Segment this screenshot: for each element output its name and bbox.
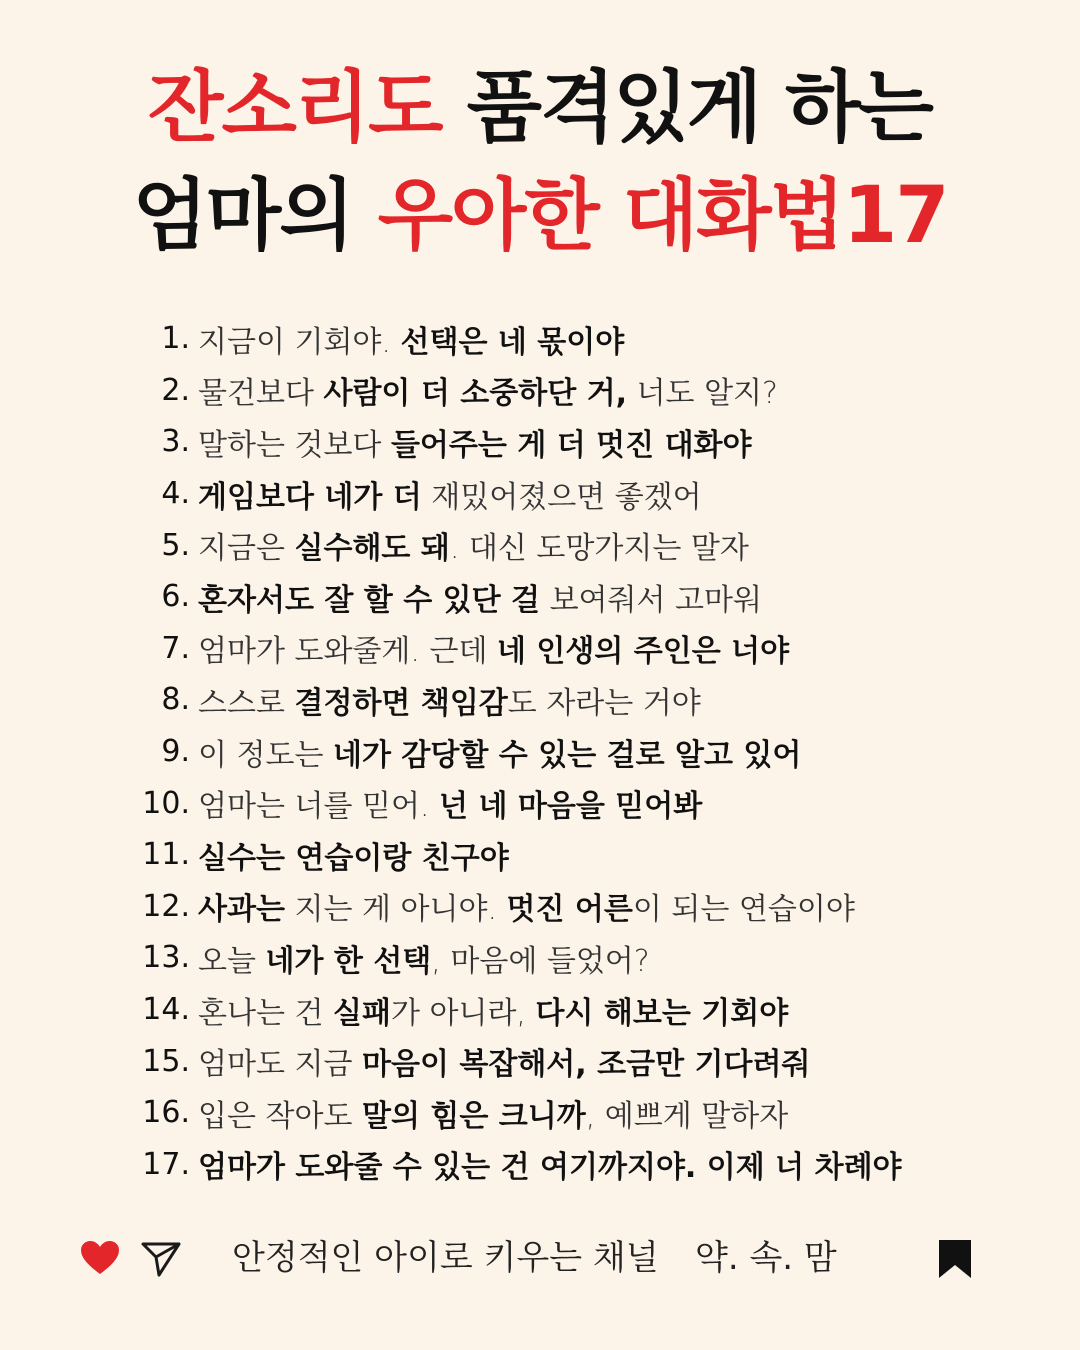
item-number: 5. <box>161 527 190 563</box>
item-text: 엄마도 지금 <box>198 1047 362 1083</box>
title-line-1 <box>0 58 1080 158</box>
brand-name: 약. 속. 맘 <box>695 1238 837 1278</box>
item-text-emphasis: 네가 감당할 수 있는 걸로 알고 있어 <box>333 737 802 773</box>
item-text-emphasis: 실수해도 돼 <box>294 531 450 567</box>
item-number: 16. <box>142 1095 190 1131</box>
item-number: 17. <box>142 1146 190 1182</box>
heart-icon[interactable] <box>80 1240 120 1276</box>
item-text: , 예쁘게 말하자 <box>585 1098 789 1134</box>
item-text: 이 정도는 <box>198 737 333 773</box>
item-number: 14. <box>142 992 190 1028</box>
item-number: 3. <box>161 424 190 460</box>
item-number: 10. <box>142 785 190 821</box>
item-number: 1. <box>161 321 190 357</box>
item-text: . 대신 도망가지는 말자 <box>449 531 749 567</box>
footer-bar <box>0 1222 1080 1294</box>
item-text-emphasis: 멋진 어른 <box>506 892 633 928</box>
list-item <box>140 881 1040 933</box>
item-number: 11. <box>142 837 190 873</box>
item-text-emphasis: 엄마가 도와줄 수 있는 건 여기까지야. 이제 너 차례야 <box>198 1150 902 1186</box>
item-number: 9. <box>161 734 190 770</box>
list-item <box>140 313 1040 365</box>
title-highlight: 잔소리도 <box>148 63 442 153</box>
send-icon[interactable] <box>140 1240 182 1278</box>
item-text: 지금은 <box>198 531 295 567</box>
title-text: 품격있게 하는 <box>441 63 932 153</box>
item-text: 엄마는 너를 믿어. <box>198 789 440 825</box>
list-item <box>140 829 1040 881</box>
item-text-emphasis: 넌 네 마음을 믿어봐 <box>439 789 703 825</box>
list-item <box>140 571 1040 623</box>
item-text-emphasis: 실수는 연습이랑 친구야 <box>198 840 509 876</box>
list-item <box>140 1035 1040 1087</box>
item-number: 13. <box>142 940 190 976</box>
list-item <box>140 365 1040 417</box>
list-item <box>140 623 1040 675</box>
item-text: 재밌어졌으면 좋겠어 <box>421 479 702 515</box>
item-text: 혼나는 건 <box>198 995 333 1031</box>
item-text-emphasis: 게임보다 네가 더 <box>198 479 422 515</box>
title-highlight: 우아한 대화법17 <box>377 171 948 261</box>
title-text: 엄마의 <box>132 171 378 261</box>
item-text-emphasis: 선택은 네 몫이야 <box>400 324 625 360</box>
item-text-emphasis: 실패 <box>333 995 391 1031</box>
item-text: 말하는 것보다 <box>198 427 391 463</box>
item-text-emphasis: 들어주는 게 더 멋진 대화야 <box>390 427 752 463</box>
item-number: 15. <box>142 1043 190 1079</box>
item-text: 엄마가 도와줄게. 근데 <box>198 634 497 670</box>
item-text: 물건보다 <box>198 376 324 412</box>
item-text-emphasis: 말의 힘은 크니까 <box>361 1098 586 1134</box>
item-text-emphasis: 마음이 복잡해서, 조금만 기다려줘 <box>361 1047 811 1083</box>
item-text: , 마음에 들었어? <box>431 943 650 979</box>
item-number: 2. <box>161 372 190 408</box>
title-line-2 <box>0 166 1080 266</box>
item-text: 지금이 기회야. <box>198 324 401 360</box>
tips-list <box>140 313 1040 1190</box>
item-text: 보여줘서 고마워 <box>540 582 762 618</box>
list-item <box>140 777 1040 829</box>
item-text: 이 되는 연습이야 <box>632 892 855 928</box>
item-number: 7. <box>161 630 190 666</box>
item-number: 4. <box>161 476 190 512</box>
list-item <box>140 984 1040 1036</box>
channel-name: 안정적인 아이로 키우는 채널 <box>232 1238 659 1278</box>
list-item <box>140 932 1040 984</box>
item-text: 입은 작아도 <box>198 1098 362 1134</box>
list-item <box>140 674 1040 726</box>
list-item <box>140 1139 1040 1191</box>
item-number: 8. <box>161 682 190 718</box>
item-text: 너도 알지? <box>627 376 778 412</box>
item-text-emphasis: 네가 한 선택 <box>265 943 432 979</box>
item-text-emphasis: 사람이 더 소중하단 거, <box>323 376 628 412</box>
item-text-emphasis: 결정하면 책임감 <box>294 685 508 721</box>
item-text-emphasis: 다시 해보는 기회야 <box>535 995 789 1031</box>
list-item <box>140 1087 1040 1139</box>
item-text-emphasis: 혼자서도 잘 할 수 있단 걸 <box>198 582 541 618</box>
list-item <box>140 468 1040 520</box>
item-text-emphasis: 네 인생의 주인은 너야 <box>496 634 790 670</box>
list-item <box>140 416 1040 468</box>
bookmark-icon[interactable] <box>938 1239 972 1279</box>
list-item <box>140 519 1040 571</box>
list-item <box>140 726 1040 778</box>
item-text: 도 자라는 거야 <box>507 685 701 721</box>
item-text: 지는 게 아니야. <box>284 892 507 928</box>
item-text-emphasis: 사과는 <box>198 892 285 928</box>
item-number: 12. <box>142 888 190 924</box>
item-text: 스스로 <box>198 685 295 721</box>
item-text: 가 아니라, <box>390 995 536 1031</box>
item-number: 6. <box>161 579 190 615</box>
item-text: 오늘 <box>198 943 266 979</box>
